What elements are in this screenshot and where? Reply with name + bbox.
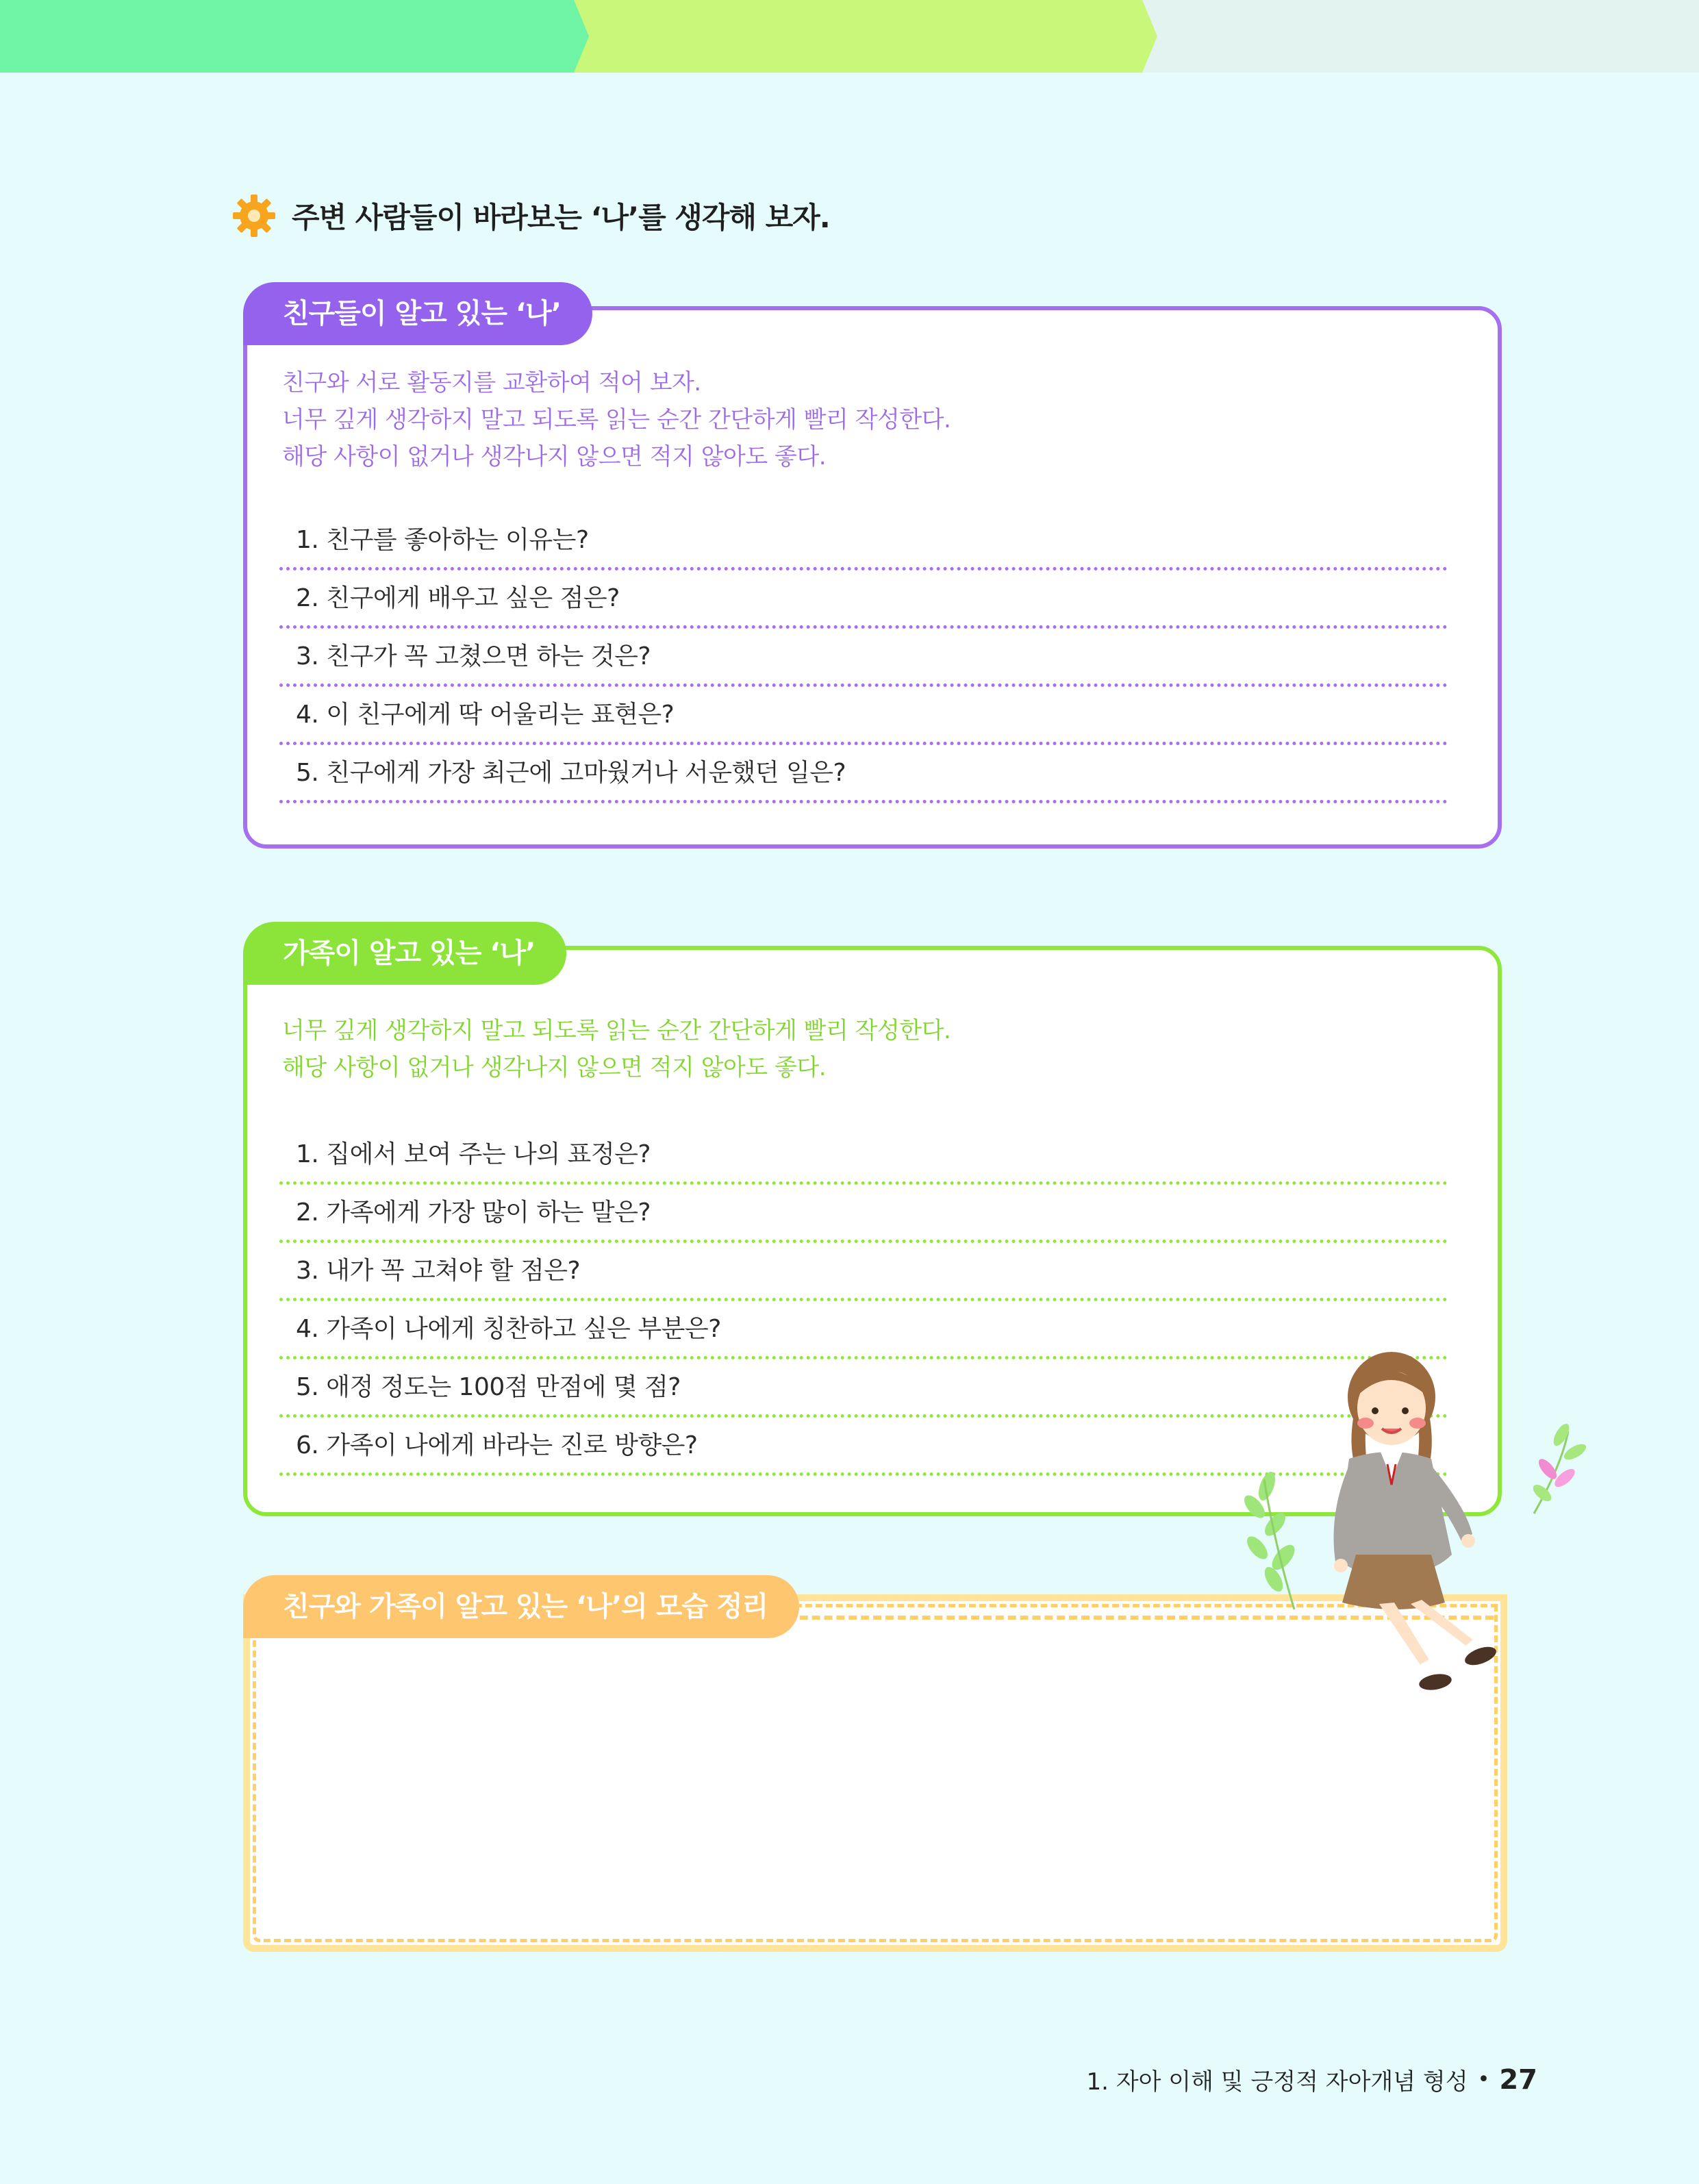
question-line[interactable] (279, 1185, 1448, 1243)
instruction-line: 너무 깊게 생각하지 말고 되도록 읽는 순간 간단하게 빨리 작성한다. (282, 1017, 951, 1044)
gear-icon (231, 193, 277, 238)
question-text: 3. 친구가 꼭 고쳤으면 하는 것은? (296, 642, 651, 670)
question-line[interactable] (279, 629, 1448, 687)
friends-instructions (282, 364, 951, 475)
summary-tab-title: 친구와 가족이 알고 있는 ‘나’의 모습 정리 (243, 1575, 799, 1638)
question-line[interactable] (279, 745, 1448, 803)
question-line[interactable] (279, 570, 1448, 629)
question-line[interactable] (279, 1243, 1448, 1301)
question-text: 2. 친구에게 배우고 싶은 점은? (296, 584, 620, 612)
question-text: 3. 내가 꼭 고쳐야 할 점은? (296, 1257, 581, 1285)
friends-tab-title: 친구들이 알고 있는 ‘나’ (243, 282, 592, 345)
section-heading (231, 193, 830, 238)
chapter-title: 1. 자아 이해 및 긍정적 자아개념 형성 (1086, 2068, 1468, 2096)
question-text: 6. 가족이 나에게 바라는 진로 방향은? (296, 1431, 698, 1459)
question-line[interactable] (279, 1127, 1448, 1185)
question-line[interactable] (279, 512, 1448, 570)
instruction-line: 너무 깊게 생각하지 말고 되도록 읽는 순간 간단하게 빨리 작성한다. (282, 406, 951, 434)
girl-illustration (1226, 1349, 1609, 1740)
question-text: 5. 애정 정도는 100점 만점에 몇 점? (296, 1373, 681, 1401)
question-text: 1. 친구를 좋아하는 이유는? (296, 526, 589, 554)
instruction-line: 해당 사항이 없거나 생각나지 않으면 적지 않아도 좋다. (282, 443, 827, 470)
friends-question-list (279, 512, 1448, 803)
family-tab-title: 가족이 알고 있는 ‘나’ (243, 922, 566, 985)
instruction-line: 해당 사항이 없거나 생각나지 않으면 적지 않아도 좋다. (282, 1054, 827, 1081)
question-line[interactable] (279, 687, 1448, 745)
page-footer (1087, 2063, 1537, 2096)
question-text: 2. 가족에게 가장 많이 하는 말은? (296, 1198, 651, 1227)
page-number: 27 (1499, 2063, 1537, 2096)
leaf-icon (1240, 1470, 1298, 1594)
top-banner (0, 0, 1699, 73)
question-text: 5. 친구에게 가장 최근에 고마웠거나 서운했던 일은? (296, 759, 846, 787)
heading-text: 주변 사람들이 바라보는 ‘나’를 생각해 보자. (292, 201, 830, 234)
family-instructions (282, 1012, 951, 1086)
question-text: 4. 이 친구에게 딱 어울리는 표현은? (296, 701, 675, 729)
separator: • (1477, 2068, 1490, 2092)
question-text: 4. 가족이 나에게 칭찬하고 싶은 부분은? (296, 1315, 721, 1343)
instruction-line: 친구와 서로 활동지를 교환하여 적어 보자. (282, 369, 701, 397)
question-text: 1. 집에서 보여 주는 나의 표정은? (296, 1140, 651, 1168)
